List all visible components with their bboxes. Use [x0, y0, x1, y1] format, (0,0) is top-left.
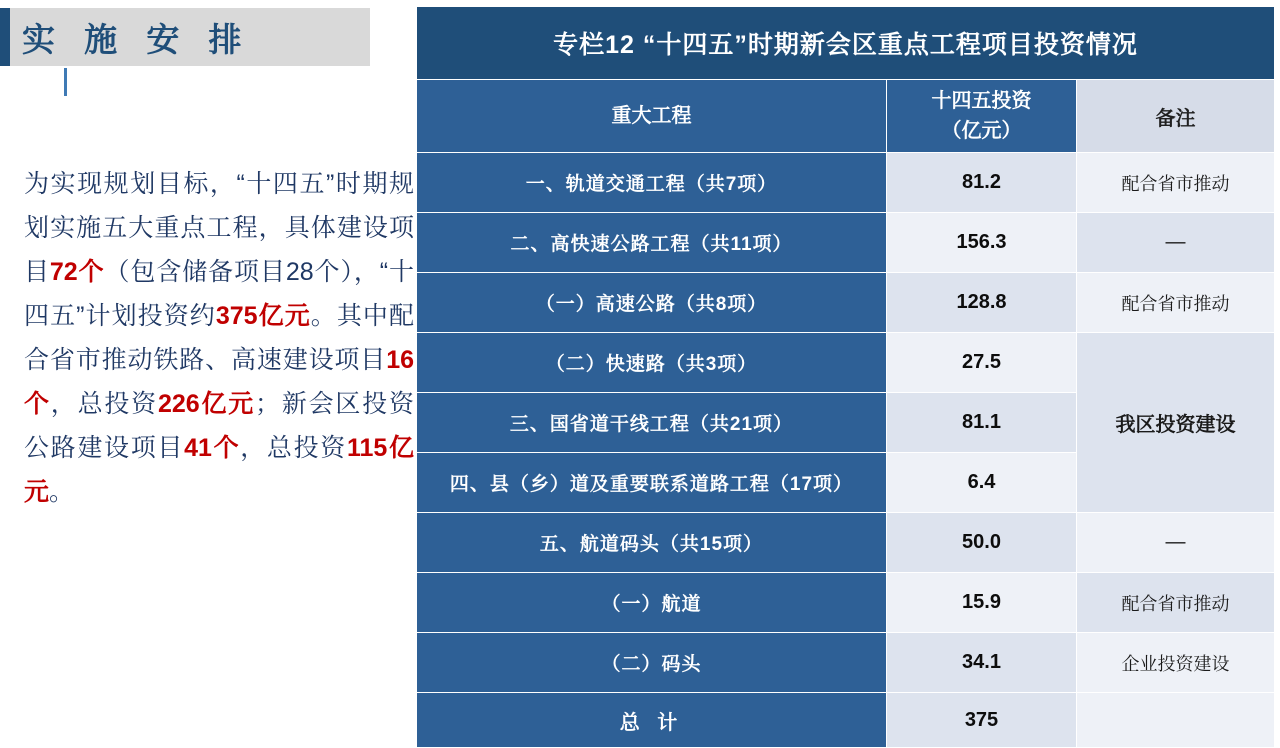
body-plain-text: 。: [49, 478, 75, 506]
left-panel: [0, 0, 412, 720]
row-value: 50.0: [887, 513, 1077, 573]
body-plain-text: ，总投资: [240, 434, 347, 462]
body-plain-text: ，总投资: [50, 390, 158, 418]
row-value: 81.1: [887, 393, 1077, 453]
row-name: 五、航道码头（共15项）: [417, 513, 887, 573]
table-row: [417, 153, 1275, 213]
row-name: （一）航道: [417, 573, 887, 633]
total-label: 总 计: [417, 693, 887, 748]
body-highlight-text: 115亿元: [24, 434, 414, 506]
row-name: 三、国省道干线工程（共21项）: [417, 393, 887, 453]
row-value: 156.3: [887, 213, 1077, 273]
body-plain-text: 。其中配合省市推动铁路、高速建设项目: [24, 302, 414, 374]
body-plain-text: （包含储备项目28个），“十四五”计划投资约: [24, 258, 414, 330]
body-plain-text: 为实现规划目标，“十四五”时期规划实施五大重点工程，具体建设项目: [24, 170, 414, 286]
row-note: —: [1077, 213, 1275, 273]
row-name: 二、高快速公路工程（共11项）: [417, 213, 887, 273]
column-header-remark: 备注: [1077, 80, 1275, 153]
row-name: （一）高速公路（共8项）: [417, 273, 887, 333]
row-value: 128.8: [887, 273, 1077, 333]
total-note: [1077, 693, 1275, 748]
body-highlight-text: 72个: [49, 258, 105, 286]
table-total-row: [417, 693, 1275, 748]
body-highlight-text: 16个: [24, 346, 414, 418]
row-note: 配合省市推动: [1077, 573, 1275, 633]
body-plain-text: ；新会区投资公路建设项目: [24, 390, 414, 462]
body-highlight-text: 226亿元: [157, 390, 256, 418]
table-row: [417, 633, 1275, 693]
column-header-investment: [887, 80, 1077, 153]
row-note: —: [1077, 513, 1275, 573]
row-note: 配合省市推动: [1077, 273, 1275, 333]
row-value: 34.1: [887, 633, 1077, 693]
row-name: （二）快速路（共3项）: [417, 333, 887, 393]
column-header-investment-line2: （亿元）: [941, 120, 1022, 142]
column-header-investment-line1: 十四五投资: [931, 90, 1032, 112]
row-note-merged: 我区投资建设: [1077, 333, 1275, 513]
section-title-accent-bar: [0, 8, 10, 66]
row-note: 企业投资建设: [1077, 633, 1275, 693]
row-value: 27.5: [887, 333, 1077, 393]
table-banner-row: [417, 7, 1275, 80]
title-underline-mark: [64, 68, 67, 96]
table-row: [417, 513, 1275, 573]
row-value: 6.4: [887, 453, 1077, 513]
table-header-row: [417, 80, 1275, 153]
investment-table-container: [416, 6, 1274, 734]
row-note: 配合省市推动: [1077, 153, 1275, 213]
table-banner-title: 专栏12 “十四五”时期新会区重点工程项目投资情况: [417, 7, 1275, 80]
row-value: 15.9: [887, 573, 1077, 633]
page-title: 实 施 安 排: [22, 21, 252, 58]
table-row: [417, 573, 1275, 633]
investment-table: [416, 6, 1275, 748]
table-row: [417, 333, 1275, 393]
row-name: （二）码头: [417, 633, 887, 693]
table-row: [417, 213, 1275, 273]
row-name: 一、轨道交通工程（共7项）: [417, 153, 887, 213]
body-highlight-text: 41个: [184, 434, 241, 462]
row-name: 四、县（乡）道及重要联系道路工程（17项）: [417, 453, 887, 513]
column-header-project: 重大工程: [417, 80, 887, 153]
body-highlight-text: 375亿元: [215, 302, 311, 330]
total-value: 375: [887, 693, 1077, 748]
table-row: [417, 273, 1275, 333]
body-paragraph: [24, 162, 414, 514]
row-value: 81.2: [887, 153, 1077, 213]
